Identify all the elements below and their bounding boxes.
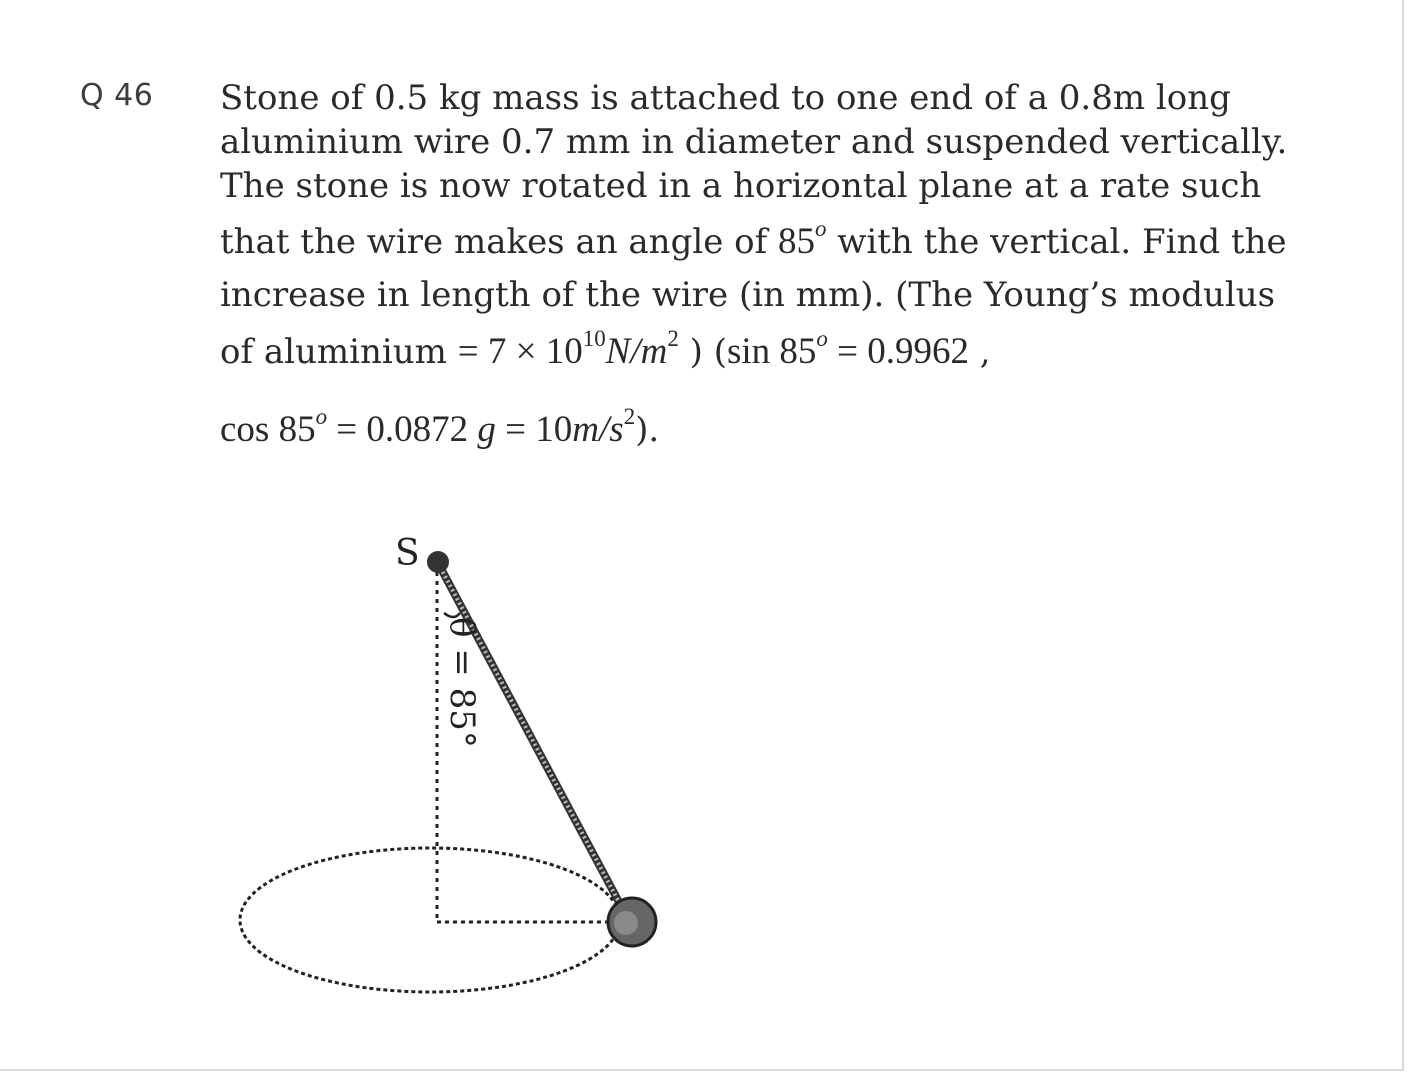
- cos-degree: o: [315, 403, 328, 429]
- line7-end: ).: [635, 410, 660, 450]
- line4-text-post: with the vertical. Find the: [826, 222, 1287, 262]
- question-line-2: aluminium wire 0.7 mm in diameter and suspended vertically.: [220, 122, 1288, 162]
- g-symbol: g: [477, 409, 496, 450]
- question-line-5: increase in length of the wire (in mm). (The Young’s modulus: [220, 275, 1276, 315]
- orbit-ellipse: [240, 848, 620, 992]
- point-s-label: S: [395, 533, 420, 574]
- angle-degree: o: [815, 215, 827, 241]
- cos-value: = 0.0872: [327, 409, 478, 450]
- modulus-exponent: 10: [582, 325, 606, 351]
- modulus-unit: N/m: [605, 331, 668, 372]
- sin-label: sin 85: [726, 331, 817, 372]
- question-line-6: [220, 325, 991, 373]
- line6-end: ,: [969, 332, 991, 372]
- sin-expression: [726, 325, 969, 372]
- g-units-exponent: 2: [623, 403, 636, 429]
- sin-degree: o: [816, 325, 828, 351]
- line6-mid: ) (: [678, 332, 727, 372]
- sin-value: = 0.9962: [827, 331, 969, 372]
- stone-highlight: [614, 911, 638, 935]
- modulus-unit-exponent: 2: [667, 325, 679, 351]
- question-number: Q 46: [80, 78, 154, 113]
- youngs-modulus-expression: [457, 325, 679, 372]
- question-line-1: Stone of 0.5 kg mass is attached to one end of a 0.8m long: [220, 78, 1231, 118]
- question-line-4: [220, 215, 1287, 263]
- line6-text-pre: of aluminium: [220, 332, 458, 372]
- pendulum-diagram: [230, 525, 670, 1015]
- question-line-3: The stone is now rotated in a horizontal plane at a rate such: [220, 166, 1262, 206]
- angle-label: θ = 85°: [442, 617, 482, 748]
- modulus-value: = 7 × 10: [457, 331, 583, 372]
- conical-pendulum-figure: [230, 525, 670, 1015]
- question-line-7: [220, 403, 660, 451]
- g-units: m/s: [572, 409, 624, 450]
- angle-number: 85: [778, 221, 816, 262]
- line4-text-pre: that the wire makes an angle of: [220, 222, 779, 262]
- g-value: = 10: [495, 409, 573, 450]
- cos-label: cos 85: [220, 409, 316, 450]
- angle-value: [778, 215, 827, 262]
- cos-expression: [220, 403, 636, 450]
- suspension-point: [427, 551, 449, 573]
